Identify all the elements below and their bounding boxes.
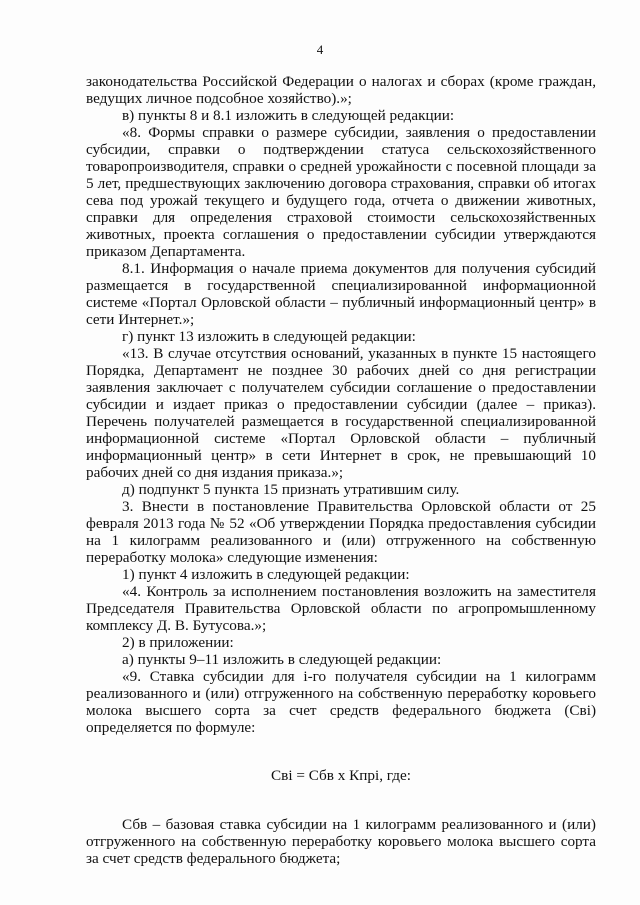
paragraph: 1) пункт 4 изложить в следующей редакции: bbox=[122, 566, 410, 583]
paragraph: «8. Формы справки о размере субсидии, заявления о предоставлении субсидии, справки о подтверждении статуса сельскохозяйственного товаропроизводителя, справки о средней урожайности с посевной площади за 5 лет, предшествующих заключению договора страхования, справки об итогах сева под урожай текущего и будущего года, отчета о движении животных, справки для определения страховой стоимости сельскохозяйственных животных, проекта соглашения о предоставлении субсидии утверждаются приказом Департамента. bbox=[86, 124, 596, 260]
paragraph: 3. Внести в постановление Правительства Орловской области от 25 февраля 2013 года № 52 «Об утверждении Порядка предоставления субсидии на 1 килограмм реализованного и (или) отгруженного на собственную переработку молока» следующие изменения: bbox=[86, 498, 596, 566]
paragraphs-before-formula bbox=[86, 73, 596, 736]
formula: Сві = Сбв х Кпрі, где: bbox=[271, 767, 411, 784]
paragraph: 8.1. Информация о начале приема документов для получения субсидий размещается в государственной специализированной информационной системе «Портал Орловской области – публичный информационный центр» в сети Интернет.»; bbox=[86, 260, 596, 328]
paragraph: Сбв – базовая ставка субсидии на 1 килограмм реализованного и (или) отгруженного на собственную переработку коровьего молока высшего сорта за счет средств федерального бюджета; bbox=[86, 816, 596, 867]
document-body bbox=[86, 73, 596, 867]
paragraphs-after-formula bbox=[86, 816, 596, 867]
paragraph: в) пункты 8 и 8.1 изложить в следующей редакции: bbox=[122, 107, 455, 124]
page-number: 4 bbox=[316, 42, 324, 57]
paragraph: д) подпункт 5 пункта 15 признать утратившим силу. bbox=[122, 481, 460, 498]
paragraph: 2) в приложении: bbox=[122, 634, 234, 651]
paragraph: законодательства Российской Федерации о налогах и сборах (кроме граждан, ведущих личное подсобное хозяйство).»; bbox=[86, 73, 596, 107]
paragraph: г) пункт 13 изложить в следующей редакции: bbox=[122, 328, 416, 345]
paragraph: «4. Контроль за исполнением постановления возложить на заместителя Председателя Правительства Орловской области по агропромышленному комплексу Д. В. Бутусова.»; bbox=[86, 583, 596, 634]
paragraph: «13. В случае отсутствия оснований, указанных в пункте 15 настоящего Порядка, Департамент не позднее 30 рабочих дней со дня регистрации заявления заключает с получателем субсидии соглашение о предоставлении субсидии и издает приказ о предоставлении субсидии (далее – приказ). Перечень получателей размещается в государственной специализированной информационной системе «Портал Орловской области – публичный информационный центр» в сети Интернет в срок, не превышающий 10 рабочих дней со дня издания приказа.»; bbox=[86, 345, 596, 481]
paragraph: «9. Ставка субсидии для i-го получателя субсидии на 1 килограмм реализованного и (или) отгруженного на собственную переработку коровьего молока высшего сорта за счет средств федерального бюджета (Сві) определяется по формуле: bbox=[86, 668, 596, 736]
paragraph: а) пункты 9–11 изложить в следующей редакции: bbox=[122, 651, 442, 668]
